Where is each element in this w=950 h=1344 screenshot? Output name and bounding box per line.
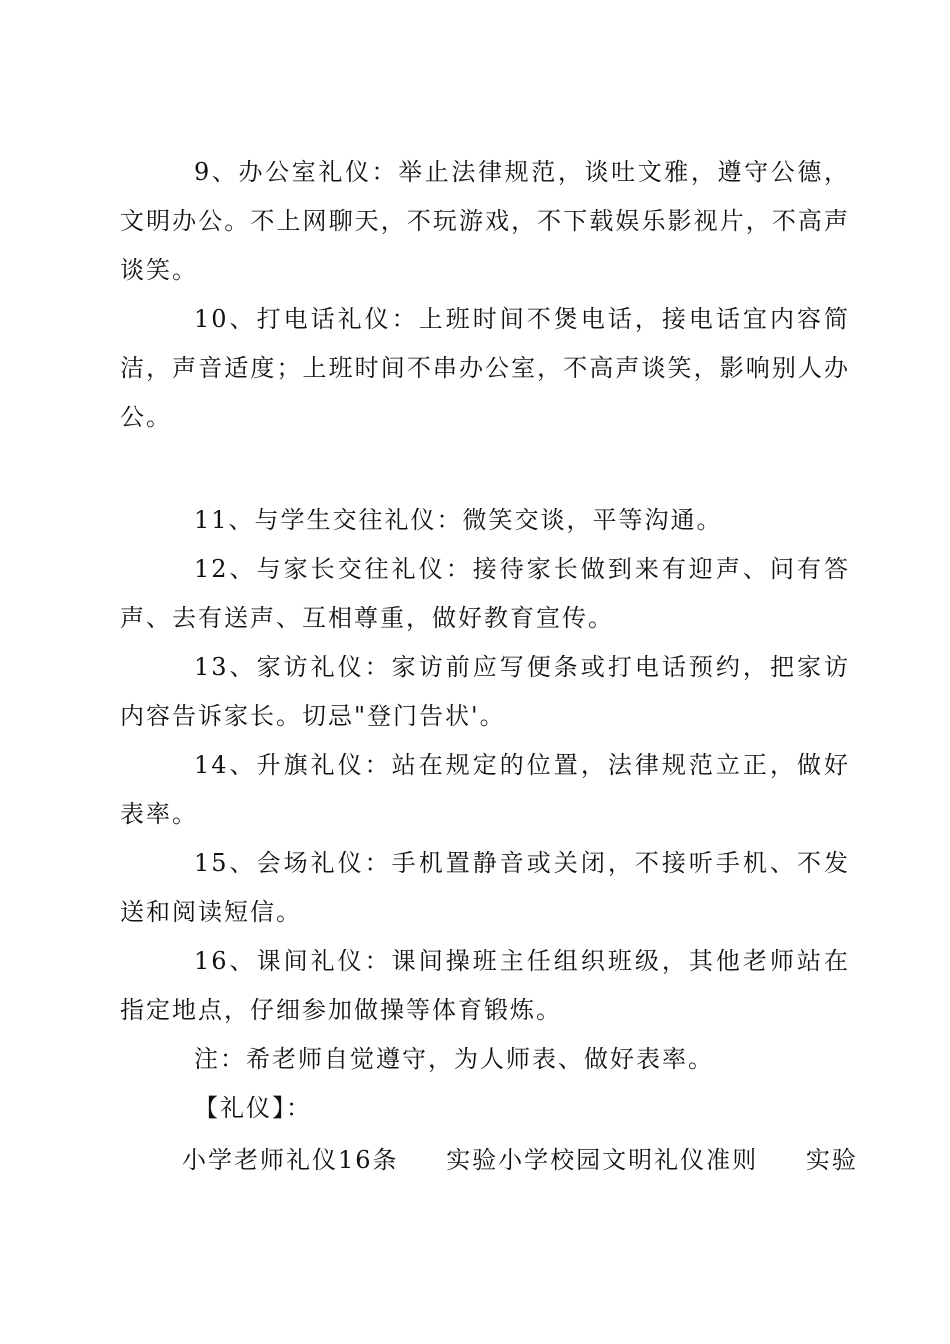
rule-item-14: 14、升旗礼仪：站在规定的位置，法律规范立正，做好表率。 bbox=[120, 751, 850, 828]
rule-item-9: 9、办公室礼仪：举止法律规范，谈吐文雅，遵守公德，文明办公。不上网聊天，不玩游戏，不下载娱乐影视片，不高声谈笑。 bbox=[120, 158, 850, 284]
paragraph-gap bbox=[120, 442, 850, 496]
related-link-campus-etiquette[interactable]: 实验小学校园文明礼仪准则 bbox=[446, 1146, 759, 1174]
rule-item-15: 15、会场礼仪：手机置静音或关闭，不接听手机、不发送和阅读短信。 bbox=[120, 849, 850, 926]
document-note: 注：希老师自觉遵守，为人师表、做好表率。 bbox=[194, 1045, 714, 1073]
document-body bbox=[120, 148, 850, 1133]
related-link-experiment[interactable]: 实验 bbox=[805, 1146, 858, 1174]
rule-item-10: 10、打电话礼仪：上班时间不煲电话，接电话宜内容简洁，声音适度；上班时间不串办公室，不高声谈笑，影响别人办公。 bbox=[120, 305, 850, 431]
rule-item-13: 13、家访礼仪：家访前应写便条或打电话预约，把家访内容告诉家长。切忌"登门告状'。 bbox=[120, 653, 850, 730]
rule-item-11: 11、与学生交往礼仪：微笑交谈，平等沟通。 bbox=[194, 506, 723, 534]
related-links bbox=[182, 1136, 858, 1185]
related-link-teacher-etiquette[interactable]: 小学老师礼仪16条 bbox=[182, 1146, 399, 1174]
rule-item-16: 16、课间礼仪：课间操班主任组织班级，其他老师站在指定地点，仔细参加做操等体育锻炼。 bbox=[120, 947, 850, 1024]
section-heading: 【礼仪】： bbox=[194, 1094, 312, 1122]
rule-item-12: 12、与家长交往礼仪：接待家长做到来有迎声、问有答声、去有送声、互相尊重，做好教育宣传。 bbox=[120, 555, 850, 632]
